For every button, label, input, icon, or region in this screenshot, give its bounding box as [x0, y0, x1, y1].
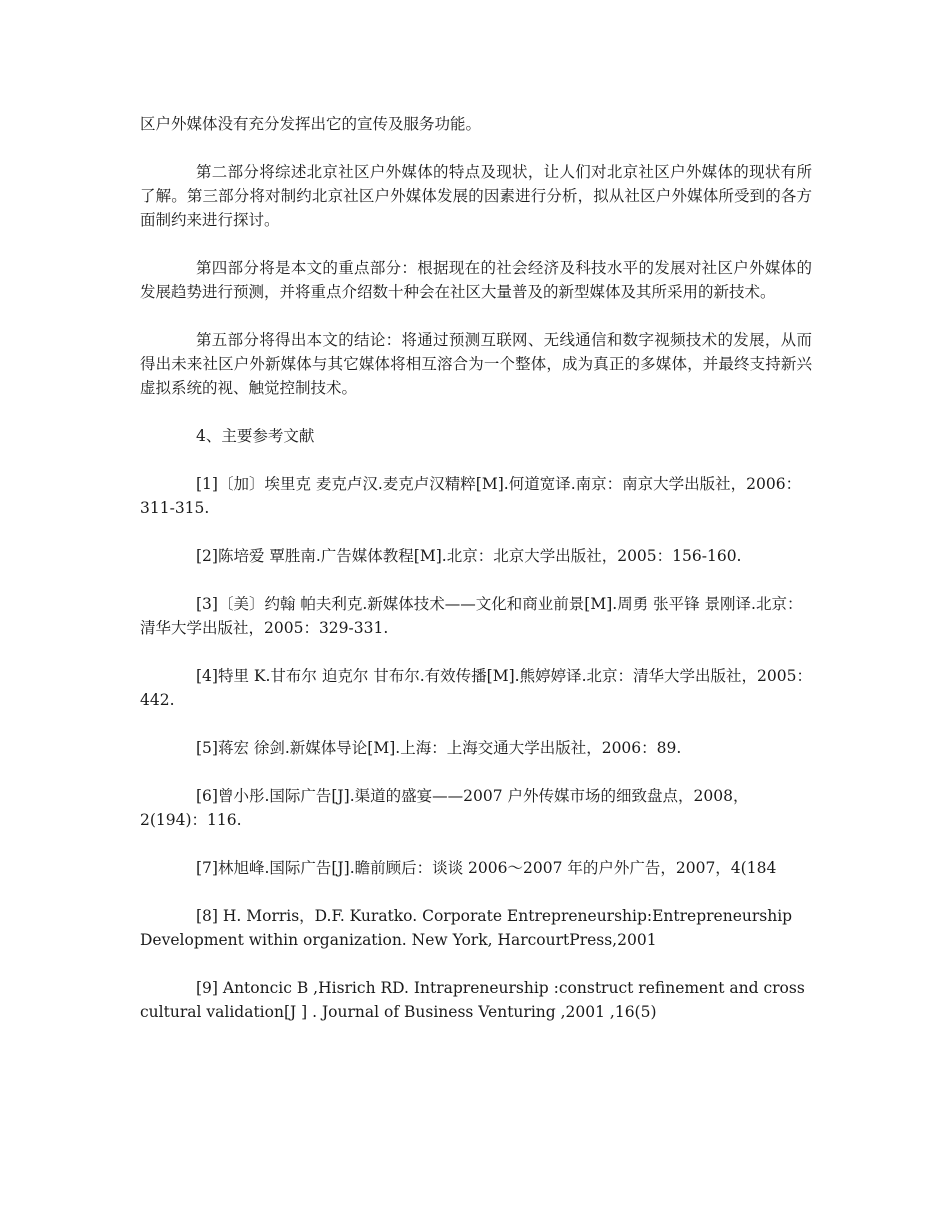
reference-4: [4]特里 K.甘布尔 迫克尔 甘布尔.有效传播[M].熊婷婷译.北京：清华大学出版社，2005：442.: [140, 667, 812, 709]
document-body: [140, 112, 812, 1048]
section-heading: 4、主要参考文献: [196, 427, 315, 445]
reference-7: [7]林旭峰.国际广告[J].瞻前顾后：谈谈 2006～2007 年的户外广告，2007，4(184: [196, 859, 777, 877]
reference-5: [5]蒋宏 徐剑.新媒体导论[M].上海：上海交通大学出版社，2006：89.: [196, 739, 682, 757]
reference-1: [1]〔加〕埃里克 麦克卢汉.麦克卢汉精粹[M].何道宽译.南京：南京大学出版社，2006：311-315.: [140, 475, 802, 517]
paragraph-3: 第四部分将是本文的重点部分：根据现在的社会经济及科技水平的发展对社区户外媒体的发展趋势进行预测，并将重点介绍数十种会在社区大量普及的新型媒体及其所采用的新技术。: [140, 259, 812, 301]
reference-3: [3]〔美〕约翰 帕夫利克.新媒体技术——文化和商业前景[M].周勇 张平锋 景刚译.北京：清华大学出版社，2005：329-331.: [140, 595, 803, 637]
reference-6: [6]曾小彤.国际广告[J].渠道的盛宴——2007 户外传媒市场的细致盘点，2008，2(194)：116.: [140, 787, 749, 829]
paragraph-4: 第五部分将得出本文的结论：将通过预测互联网、无线通信和数字视频技术的发展，从而得出未来社区户外新媒体与其它媒体将相互溶合为一个整体，成为真正的多媒体，并最终支持新兴虚拟系统的视、触觉控制技术。: [140, 331, 812, 397]
reference-2: [2]陈培爱 覃胜南.广告媒体教程[M].北京：北京大学出版社，2005：156-160.: [196, 547, 742, 565]
reference-8: [8] H. Morris，D.F. Kuratko. Corporate Entrepreneurship:Entrepreneurship Development within organization. New York, HarcourtPress,2001: [140, 907, 793, 949]
paragraph-1: 区户外媒体没有充分发挥出它的宣传及服务功能。: [140, 115, 482, 133]
paragraph-2: 第二部分将综述北京社区户外媒体的特点及现状，让人们对北京社区户外媒体的现状有所了解。第三部分将对制约北京社区户外媒体发展的因素进行分析，拟从社区户外媒体所受到的各方面制约来进行探讨。: [140, 163, 812, 229]
reference-9: [9] Antoncic B ,Hisrich RD. Intrapreneurship :construct refinement and cross cultural validation[J ] . Journal of Business Venturing ,2001 ,16(5): [140, 979, 805, 1021]
